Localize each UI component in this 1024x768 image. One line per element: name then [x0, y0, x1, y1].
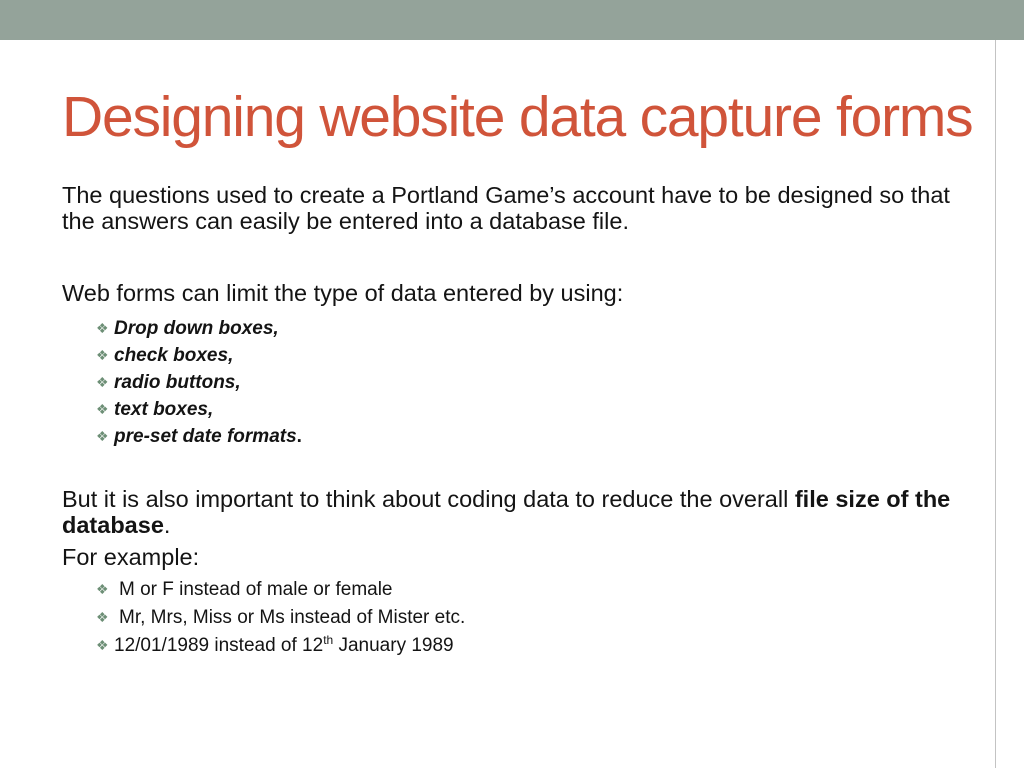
- list-item-text: M or F instead of male or female: [119, 579, 393, 600]
- four-diamond-bullet-icon: ❖: [96, 374, 109, 390]
- four-diamond-bullet-icon: ❖: [96, 428, 109, 444]
- list-item: [62, 369, 977, 396]
- list-item: [62, 423, 977, 450]
- list-item-text: 12/01/1989 instead of 12: [114, 635, 324, 656]
- form-controls-list: [62, 315, 977, 450]
- paragraph-text: But it is also important to think about coding data to reduce the overall: [62, 486, 795, 512]
- list-item-text: Mr, Mrs, Miss or Ms instead of Mister etc.: [119, 607, 466, 628]
- four-diamond-bullet-icon: ❖: [96, 609, 109, 625]
- list-item-suffix: .: [296, 426, 302, 447]
- list-item-text: pre-set date formats: [114, 426, 297, 447]
- slide-title: Designing website data capture forms: [62, 85, 973, 149]
- list-item-text: text boxes,: [114, 399, 214, 420]
- slide-body: [62, 182, 977, 660]
- list-item: [62, 396, 977, 423]
- four-diamond-bullet-icon: ❖: [96, 320, 109, 336]
- list-item-text: Drop down boxes,: [114, 318, 279, 339]
- list-item-text: check boxes,: [114, 345, 234, 366]
- paragraph-coding-data: [62, 486, 977, 538]
- list-item-text: radio buttons,: [114, 372, 241, 393]
- four-diamond-bullet-icon: ❖: [96, 401, 109, 417]
- four-diamond-bullet-icon: ❖: [96, 581, 109, 597]
- list-item: [62, 604, 977, 632]
- paragraph-bold-text: file size of the database: [62, 486, 951, 538]
- paragraph-end: .: [163, 512, 171, 538]
- top-band: [0, 0, 1024, 40]
- ordinal-superscript: th: [323, 633, 334, 647]
- four-diamond-bullet-icon: ❖: [96, 637, 109, 653]
- list-item: [62, 576, 977, 604]
- four-diamond-bullet-icon: ❖: [96, 347, 109, 363]
- list-item: [62, 632, 977, 660]
- paragraph-web-forms: Web forms can limit the type of data entered by using:: [62, 280, 624, 306]
- list-item: [62, 342, 977, 369]
- examples-list: [62, 576, 977, 660]
- right-border-line: [995, 40, 996, 768]
- list-item: [62, 315, 977, 342]
- paragraph-for-example: For example:: [62, 544, 200, 570]
- list-item-text-end: January 1989: [333, 635, 454, 656]
- paragraph-account-questions: The questions used to create a Portland Game’s account have to be designed so that the answers can easily be entered into a database file.: [62, 182, 950, 234]
